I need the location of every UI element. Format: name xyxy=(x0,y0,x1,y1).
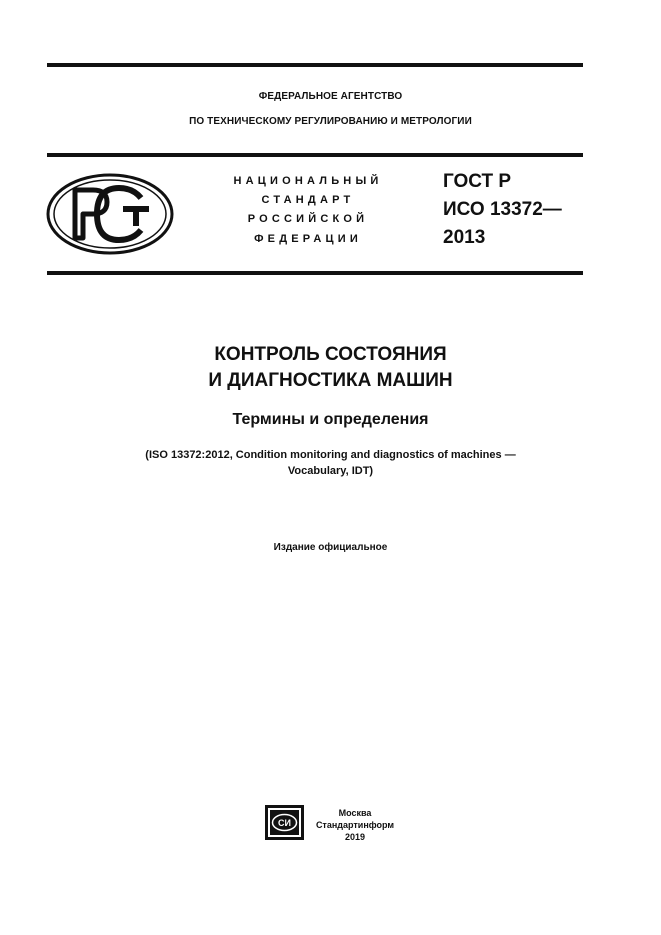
gost-emblem-logo xyxy=(45,172,175,256)
designation-line-3: 2013 xyxy=(443,227,486,248)
standard-label-line-2: СТАНДАРТ xyxy=(261,194,355,206)
title-line-2: И ДИАГНОСТИКА МАШИН xyxy=(208,370,453,391)
standard-label-line-3: РОССИЙСКОЙ xyxy=(247,213,369,225)
svg-text:СИ: СИ xyxy=(278,818,291,828)
header-rule-top xyxy=(47,153,583,157)
publisher-city: Москва xyxy=(338,808,372,818)
publisher-block xyxy=(310,807,400,843)
agency-line-2: ПО ТЕХНИЧЕСКОМУ РЕГУЛИРОВАНИЮ И МЕТРОЛОГИИ xyxy=(189,116,472,127)
header-rule-bottom xyxy=(47,271,583,275)
source-line-1: (ISO 13372:2012, Condition monitoring and diagnostics of machines — xyxy=(145,449,516,461)
subtitle: Термины и определения xyxy=(232,411,429,428)
top-rule xyxy=(47,63,583,67)
designation-line-1: ГОСТ Р xyxy=(443,171,512,192)
standard-label-line-1: НАЦИОНАЛЬНЫЙ xyxy=(233,175,383,187)
standartinform-logo xyxy=(265,805,304,840)
edition-note: Издание официальное xyxy=(273,542,388,553)
standard-label-line-4: ФЕДЕРАЦИИ xyxy=(254,233,362,245)
title-line-1: КОНТРОЛЬ СОСТОЯНИЯ xyxy=(214,344,447,365)
agency-line-1: ФЕДЕРАЛЬНОЕ АГЕНТСТВО xyxy=(258,91,403,102)
publisher-year: 2019 xyxy=(344,832,366,842)
publisher-name: Стандартинформ xyxy=(315,820,395,830)
designation-line-2: ИСО 13372— xyxy=(443,199,562,220)
source-line-2: Vocabulary, IDT) xyxy=(287,465,374,477)
